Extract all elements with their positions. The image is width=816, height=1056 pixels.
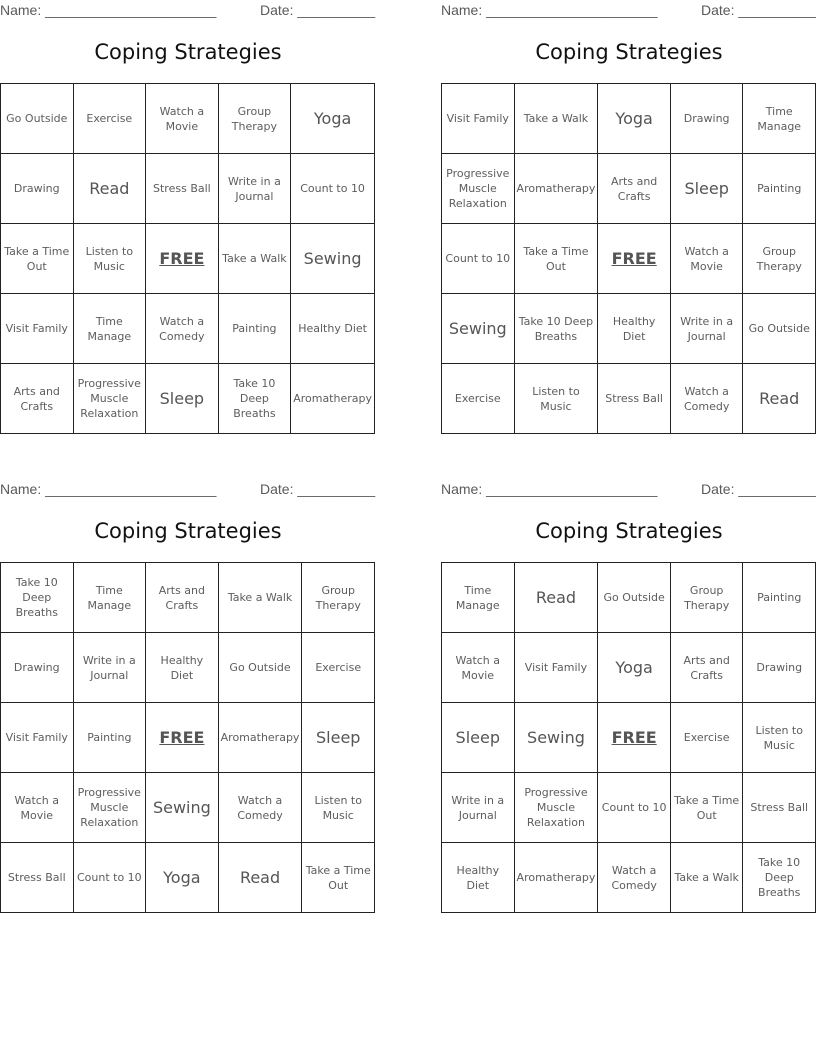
bingo-cell: Take 10 Deep Breaths <box>1 563 74 633</box>
date-field-label: Date: __________ <box>260 481 376 497</box>
bingo-cell: Take a Time Out <box>302 843 375 913</box>
name-field-label: Name: ______________________ <box>0 481 217 497</box>
bingo-cell: Visit Family <box>1 703 74 773</box>
free-space-cell: FREE <box>146 703 219 773</box>
free-space-cell: FREE <box>598 224 671 294</box>
bingo-cell: Count to 10 <box>74 843 147 913</box>
bingo-cell: Drawing <box>1 154 74 224</box>
bingo-cell: Drawing <box>743 633 816 703</box>
bingo-cell: Arts and Crafts <box>146 563 219 633</box>
bingo-card-4 <box>441 479 816 899</box>
bingo-cell: Stress Ball <box>598 364 671 434</box>
bingo-cell: Listen to Music <box>515 364 599 434</box>
bingo-cell: Group Therapy <box>302 563 375 633</box>
name-field-label: Name: ______________________ <box>441 481 658 497</box>
bingo-cell: Exercise <box>671 703 744 773</box>
bingo-cell: Watch a Movie <box>1 773 74 843</box>
bingo-cell: Write in a Journal <box>219 154 292 224</box>
bingo-cell: Group Therapy <box>671 563 744 633</box>
bingo-cell: Aromatherapy <box>291 364 375 434</box>
bingo-cell: Yoga <box>146 843 219 913</box>
bingo-cell: Painting <box>743 563 816 633</box>
bingo-cell: Listen to Music <box>743 703 816 773</box>
bingo-cell: Exercise <box>302 633 375 703</box>
bingo-cell: Read <box>74 154 147 224</box>
bingo-cell: Write in a Journal <box>671 294 744 364</box>
bingo-card-2 <box>441 0 816 413</box>
bingo-cell: Arts and Crafts <box>671 633 744 703</box>
card-header <box>0 479 376 501</box>
bingo-cell: Count to 10 <box>598 773 671 843</box>
bingo-cell: Progressive Muscle Relaxation <box>442 154 515 224</box>
date-field-label: Date: __________ <box>701 481 816 497</box>
bingo-cell: Take a Time Out <box>671 773 744 843</box>
bingo-card-3 <box>0 479 376 892</box>
bingo-cell: Time Manage <box>743 84 816 154</box>
bingo-cell: Sleep <box>671 154 744 224</box>
card-header <box>0 0 376 22</box>
bingo-cell: Painting <box>743 154 816 224</box>
bingo-cell: Count to 10 <box>442 224 515 294</box>
bingo-grid <box>441 83 816 434</box>
free-space-cell: FREE <box>598 703 671 773</box>
bingo-cell: Read <box>515 563 599 633</box>
bingo-cell: Take a Walk <box>219 224 292 294</box>
bingo-cell: Healthy Diet <box>291 294 375 364</box>
card-header <box>441 0 816 22</box>
bingo-cell: Stress Ball <box>146 154 219 224</box>
bingo-cell: Arts and Crafts <box>1 364 74 434</box>
bingo-cell: Watch a Comedy <box>671 364 744 434</box>
bingo-cell: Go Outside <box>1 84 74 154</box>
bingo-cell: Sewing <box>515 703 599 773</box>
bingo-cell: Stress Ball <box>743 773 816 843</box>
bingo-cell: Yoga <box>598 633 671 703</box>
bingo-cell: Time Manage <box>74 294 147 364</box>
bingo-cell: Listen to Music <box>74 224 147 294</box>
bingo-cell: Watch a Comedy <box>219 773 303 843</box>
bingo-cell: Go Outside <box>743 294 816 364</box>
bingo-cell: Visit Family <box>515 633 599 703</box>
bingo-cell: Read <box>219 843 303 913</box>
bingo-cell: Write in a Journal <box>74 633 147 703</box>
name-field-label: Name: ______________________ <box>0 2 217 18</box>
bingo-cell: Yoga <box>598 84 671 154</box>
bingo-cell: Go Outside <box>598 563 671 633</box>
bingo-cell: Yoga <box>291 84 375 154</box>
card-title: Coping Strategies <box>535 40 723 64</box>
bingo-cell: Drawing <box>671 84 744 154</box>
bingo-cell: Watch a Movie <box>442 633 515 703</box>
bingo-cell: Arts and Crafts <box>598 154 671 224</box>
bingo-cell: Sewing <box>291 224 375 294</box>
bingo-cell: Read <box>743 364 816 434</box>
name-field-label: Name: ______________________ <box>441 2 658 18</box>
bingo-cell: Take 10 Deep Breaths <box>743 843 816 913</box>
bingo-grid <box>0 562 375 913</box>
bingo-cell: Healthy Diet <box>598 294 671 364</box>
bingo-cell: Watch a Movie <box>146 84 219 154</box>
bingo-cell: Take a Walk <box>219 563 303 633</box>
bingo-cell: Healthy Diet <box>146 633 219 703</box>
bingo-cell: Healthy Diet <box>442 843 515 913</box>
bingo-cell: Sewing <box>442 294 515 364</box>
card-header <box>441 479 816 501</box>
bingo-cell: Group Therapy <box>219 84 292 154</box>
bingo-cell: Sleep <box>146 364 219 434</box>
bingo-cell: Watch a Movie <box>671 224 744 294</box>
card-title: Coping Strategies <box>535 519 723 543</box>
bingo-grid <box>441 562 816 913</box>
bingo-cell: Go Outside <box>219 633 303 703</box>
bingo-cell: Visit Family <box>1 294 74 364</box>
bingo-cell: Exercise <box>442 364 515 434</box>
bingo-cell: Exercise <box>74 84 147 154</box>
bingo-cell: Progressive Muscle Relaxation <box>74 773 147 843</box>
bingo-cell: Progressive Muscle Relaxation <box>74 364 147 434</box>
bingo-cell: Sleep <box>302 703 375 773</box>
bingo-cell: Time Manage <box>442 563 515 633</box>
bingo-cell: Listen to Music <box>302 773 375 843</box>
bingo-cell: Aromatherapy <box>515 843 599 913</box>
date-field-label: Date: __________ <box>260 2 376 18</box>
bingo-cell: Group Therapy <box>743 224 816 294</box>
bingo-cell: Time Manage <box>74 563 147 633</box>
bingo-cell: Progressive Muscle Relaxation <box>515 773 599 843</box>
bingo-cell: Watch a Comedy <box>146 294 219 364</box>
free-space-cell: FREE <box>146 224 219 294</box>
date-field-label: Date: __________ <box>701 2 816 18</box>
bingo-cell: Take a Walk <box>671 843 744 913</box>
bingo-cell: Drawing <box>1 633 74 703</box>
bingo-cell: Sleep <box>442 703 515 773</box>
bingo-cell: Count to 10 <box>291 154 375 224</box>
bingo-cell: Write in a Journal <box>442 773 515 843</box>
bingo-cell: Painting <box>219 294 292 364</box>
bingo-cell: Watch a Comedy <box>598 843 671 913</box>
bingo-cell: Take a Time Out <box>515 224 599 294</box>
bingo-cell: Take a Time Out <box>1 224 74 294</box>
bingo-cell: Take a Walk <box>515 84 599 154</box>
bingo-cell: Visit Family <box>442 84 515 154</box>
card-title: Coping Strategies <box>94 40 282 64</box>
bingo-grid <box>0 83 375 434</box>
card-title: Coping Strategies <box>94 519 282 543</box>
bingo-cell: Stress Ball <box>1 843 74 913</box>
bingo-card-1 <box>0 0 376 420</box>
bingo-cell: Sewing <box>146 773 219 843</box>
bingo-cell: Take 10 Deep Breaths <box>515 294 599 364</box>
bingo-cell: Take 10 Deep Breaths <box>219 364 292 434</box>
bingo-cell: Aromatherapy <box>219 703 303 773</box>
bingo-cell: Painting <box>74 703 147 773</box>
bingo-cell: Aromatherapy <box>515 154 599 224</box>
